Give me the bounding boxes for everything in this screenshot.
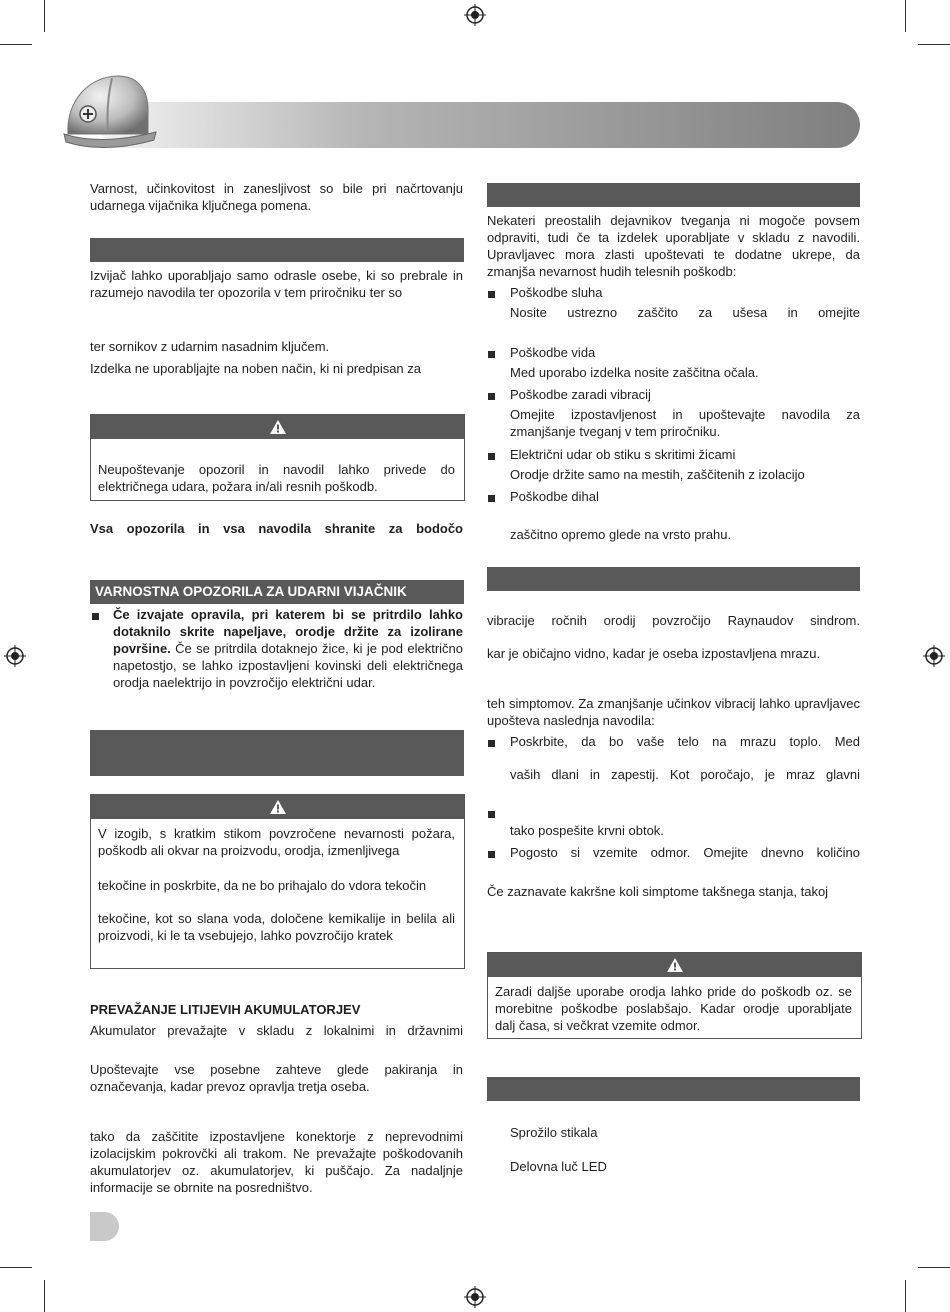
- battery-heading-bar: [90, 730, 464, 776]
- risk-text: Nosite ustrezno zaščito za ušesa in omejite: [510, 305, 860, 320]
- crop-mark: [905, 1280, 906, 1312]
- crop-mark: [918, 1267, 950, 1268]
- battery-warning-text-2: tekočine in poskrbite, da ne bo prihajalo do vdora tekočin: [98, 878, 427, 893]
- crop-mark: [0, 44, 32, 45]
- risk-title: Poškodbe zaradi vibracij: [510, 387, 651, 402]
- warning-box: [487, 952, 862, 1039]
- residual-risks-intro: Nekateri preostalih dejavnikov tveganja ni mogoče povsem odpraviti, tudi če ta izdelek uporabljate v skladu z navodili. Upravljavec mora zlasti upoštevati te dodatne ukrepe, da zmanjša nevarnost hudih telesnih poškodb:: [487, 213, 860, 279]
- bullet-icon: [488, 740, 495, 747]
- transport-text-2: Upoštevajte vse posebne zahteve glede pakiranja in označevanja, kadar prevoz opravlja tretja oseba.: [90, 1062, 463, 1094]
- vibration-text-2: kar je običajno vidno, kadar je oseba izpostavljena mrazu.: [487, 646, 821, 661]
- bullet-icon: [488, 851, 495, 858]
- risk-text: zaščitno opremo glede na vrsto prahu.: [510, 527, 732, 542]
- warning-text: Zaradi daljše uporabe orodja lahko pride do poškodb oz. se morebitne poškodbe poslabšajo. Kadar orodje uporabljate dalj časa, si večkrat vzemite odmor.: [495, 984, 852, 1033]
- vibration-bullet-1b: vaših dlani in zapestij. Kot poročajo, je mraz glavni: [510, 767, 860, 782]
- impact-wrench-heading: VARNOSTNA OPOZORILA ZA UDARNI VIJAČNIK: [90, 580, 464, 604]
- impact-warning-bold: Če izvajate opravila, pri katerem bi se pritrdilo lahko dotaknilo skrite napeljave, orodje držite za izolirane površine.: [113, 607, 463, 656]
- vibration-heading-bar: [487, 567, 860, 591]
- registration-mark-icon: [464, 1286, 486, 1308]
- risk-text: Med uporabo izdelka nosite zaščitna očala.: [510, 365, 759, 380]
- registration-mark-icon: [4, 645, 26, 667]
- intro-text: Varnost, učinkovitost in zanesljivost so bile pri načrtovanju udarnega vijačnika ključnega pomena.: [90, 181, 463, 213]
- warning-triangle-icon: [269, 799, 287, 815]
- crop-mark: [905, 0, 906, 32]
- feature-item: Delovna luč LED: [510, 1159, 607, 1174]
- bullet-icon: [488, 351, 495, 358]
- users-text-3: Izdelka ne uporabljajte na noben način, ki ni predpisan za: [90, 361, 422, 376]
- risk-text: Omejite izpostavljenost in upoštevajte navodila za zmanjšanje tveganj v tem priročniku.: [510, 407, 860, 439]
- vibration-text-1: vibracije ročnih orodij povzročijo Raynaudov sindrom.: [487, 613, 860, 628]
- risk-title: Poškodbe vida: [510, 345, 596, 360]
- transport-text-1: Akumulator prevažajte v skladu z lokalnimi in državnimi: [90, 1023, 463, 1038]
- transport-heading: PREVAŽANJE LITIJEVIH AKUMULATORJEV: [90, 1002, 361, 1017]
- impact-warning-text: [113, 606, 463, 691]
- registration-mark-icon: [464, 4, 486, 26]
- users-text: Izvijač lahko uporabljajo samo odrasle osebe, ki so prebrale in razumejo navodila ter opozorila v tem priročniku ter so: [90, 268, 463, 300]
- bullet-icon: [488, 495, 495, 502]
- feature-item: Sprožilo stikala: [510, 1125, 598, 1140]
- transport-text-3: tako da zaščitite izpostavljene konektorje z neprevodnimi izolacijskim pokrovčki ali trakom. Ne prevažajte poškodovanih akumulatorjev oz. akumulatorjev, ki puščajo. Za nadaljnje informacije se obrnite na posredništvo.: [90, 1129, 463, 1195]
- warning-box: [90, 414, 465, 501]
- crop-mark: [0, 1267, 32, 1268]
- header-banner: [60, 70, 862, 154]
- bullet-icon: [488, 291, 495, 298]
- registration-mark-icon: [923, 645, 945, 667]
- risk-title: Električni udar ob stiku s skritimi žicami: [510, 447, 736, 462]
- keep-instructions-text: Vsa opozorila in vsa navodila shranite za bodočo: [90, 521, 463, 536]
- battery-warning-box: [90, 794, 465, 969]
- residual-risks-heading-bar: [487, 183, 860, 207]
- crop-mark: [44, 0, 45, 32]
- warning-triangle-icon: [666, 957, 684, 973]
- warning-triangle-icon: [269, 419, 287, 435]
- bullet-icon: [92, 613, 99, 620]
- vibration-text-4: Če zaznavate kakršne koli simptome takšnega stanja, takoj: [487, 884, 829, 899]
- page-number-tab: [90, 1212, 119, 1241]
- battery-warning-text-1: V izogib, s kratkim stikom povzročene nevarnosti požara, poškodb ali okvar na proizvodu, orodja, izmenljivega: [98, 826, 455, 858]
- risk-text: Orodje držite samo na mestih, zaščitenih z izolacijo: [510, 467, 805, 482]
- features-heading-bar: [487, 1077, 860, 1101]
- bullet-icon: [488, 393, 495, 400]
- users-text-2: ter sornikov z udarnim nasadnim ključem.: [90, 339, 330, 354]
- vibration-text-3: teh simptomov. Za zmanjšanje učinkov vibracij lahko upravljavec upošteva naslednja navodila:: [487, 696, 860, 728]
- impact-warning-rest: Če se pritrdila dotaknejo žice, ki je pod električno napetostjo, se lahko izpostavljeni kovinski deli električnega orodja naelektrijo in povzročijo električni udar.: [113, 641, 463, 690]
- warning-text: Neupoštevanje opozoril in navodil lahko privede do električnega udara, požara in/ali resnih poškodb.: [98, 462, 455, 494]
- users-heading-bar: [90, 238, 464, 262]
- crop-mark: [44, 1280, 45, 1312]
- vibration-bullet-2: tako pospešite krvni obtok.: [510, 823, 664, 838]
- vibration-bullet-1a: Poskrbite, da bo vaše telo na mrazu toplo. Med: [510, 734, 860, 749]
- bullet-icon: [488, 811, 495, 818]
- vibration-bullet-3: Pogosto si vzemite odmor. Omejite dnevno količino: [510, 845, 860, 860]
- battery-warning-text-3: tekočine, kot so slana voda, določene kemikalije in belila ali proizvodi, ki le ta vsebujejo, lahko povzročijo kratek: [98, 911, 455, 943]
- risk-title: Poškodbe sluha: [510, 285, 603, 300]
- bullet-icon: [488, 453, 495, 460]
- crop-mark: [918, 44, 950, 45]
- risk-title: Poškodbe dihal: [510, 489, 599, 504]
